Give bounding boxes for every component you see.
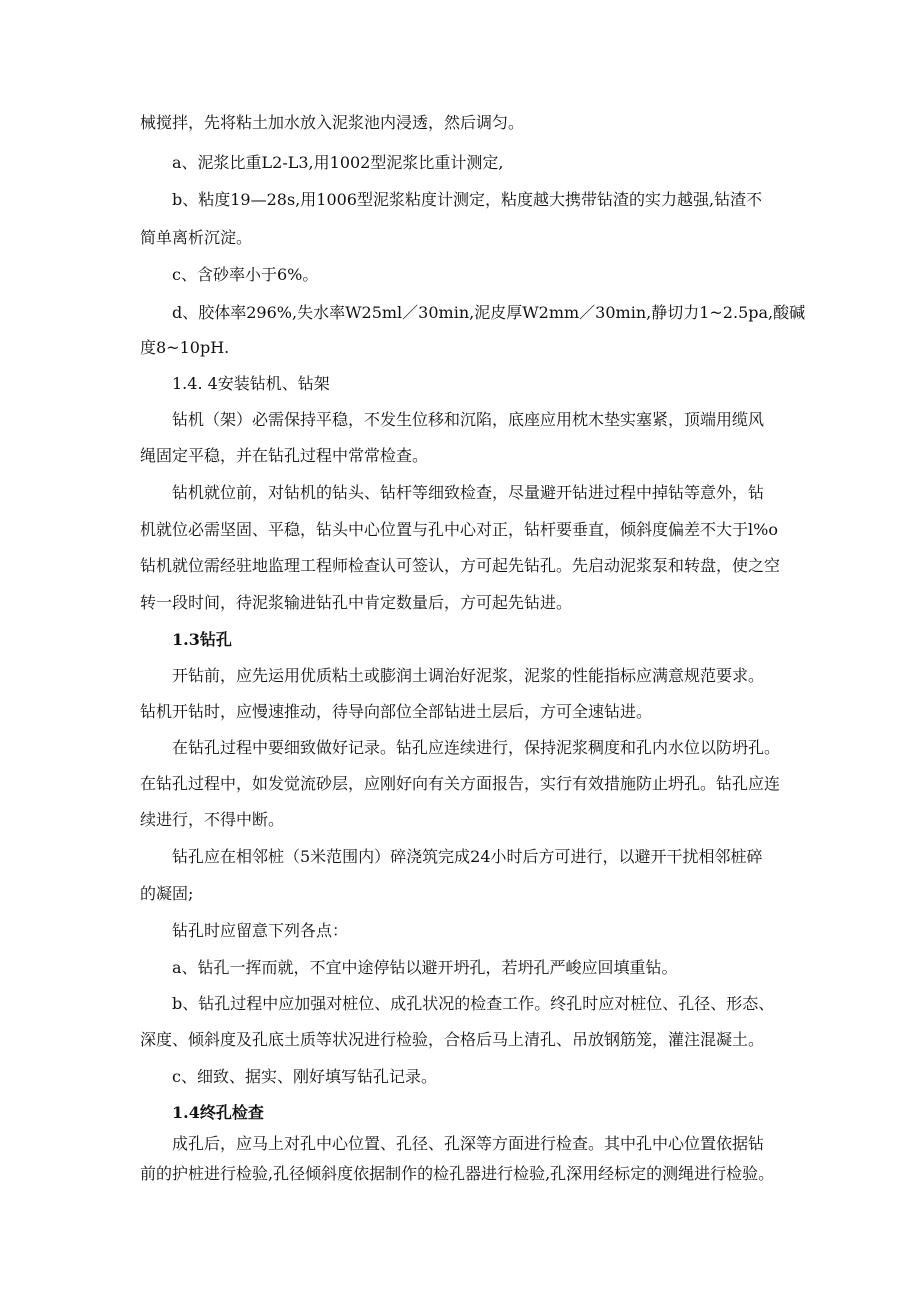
paragraph-line: 在钻孔过程中要细致做好记录。钻孔应连续进行，保持泥浆稠度和孔内水位以防坍孔。	[172, 738, 781, 757]
paragraph-line: 简单离析沉淀。	[140, 228, 253, 247]
paragraph-line: 钻孔时应留意下列各点：	[172, 921, 349, 940]
paragraph-line: 度8~10pH.	[140, 338, 230, 357]
section-heading: 1.4. 4安装钻机、钻架	[172, 374, 330, 393]
paragraph-line: a、钻孔一挥而就，不宜中途停钻以避开坍孔，若坍孔严峻应回填重钻。	[172, 958, 678, 977]
section-heading: 1.4终孔检查	[172, 1103, 264, 1122]
paragraph-line: 钻机（架）必需保持平稳，不发生位移和沉陷，底座应用枕木垫实塞紧，顶端用缆风	[172, 410, 765, 429]
section-heading: 1.3钻孔	[172, 630, 232, 649]
paragraph-line: 转一段时间，待泥浆输进钻孔中肯定数量后，方可起先钻进。	[140, 593, 573, 612]
paragraph-line: c、含砂率小于6%。	[172, 265, 319, 284]
paragraph-line: 成孔后，应马上对孔中心位置、孔径、孔深等方面进行检查。其中孔中心位置依据钻	[172, 1134, 765, 1153]
paragraph-line: c、细致、据实、刚好填写钻孔记录。	[172, 1067, 437, 1086]
paragraph-line: 钻机就位前，对钻机的钻头、钻杆等细致检查，尽量避开钻进过程中掉钻等意外，钻	[172, 483, 765, 502]
paragraph-line: 续进行，不得中断。	[140, 810, 285, 829]
paragraph-line: b、粘度19—28s,用1006型泥浆粘度计测定，粘度越大携带钻渣的实力越强,钻渣不	[172, 190, 763, 209]
paragraph-line: 深度、倾斜度及孔底土质等状况进行检验，合格后马上清孔、吊放钢筋笼，灌注混凝土。	[140, 1030, 765, 1049]
paragraph-line: 钻机就位需经驻地监理工程师检查认可签认，方可起先钻孔。先启动泥浆泵和转盘，使之空	[140, 556, 781, 575]
paragraph-line: d、胶体率296%,失水率W25ml／30min,泥皮厚W2mm／30min,静切力1~2.5pa,酸碱	[172, 303, 806, 322]
paragraph-line: a、泥浆比重L2-L3,用1002型泥浆比重计测定,	[172, 153, 504, 172]
paragraph-line: 前的护桩进行检验,孔径倾斜度依据制作的检孔器进行检验,孔深用经标定的测绳进行检验。	[140, 1164, 775, 1183]
paragraph-line: 械搅拌，先将粘土加水放入泥浆池内浸透，然后调匀。	[140, 113, 525, 132]
paragraph-line: 的凝固;	[140, 884, 194, 903]
paragraph-line: 机就位必需坚固、平稳，钻头中心位置与孔中心对正，钻杆要垂直，倾斜度偏差不大于l%o	[140, 520, 778, 539]
paragraph-line: 钻机开钻时，应慢速推动，待导向部位全部钻进土层后，方可全速钻进。	[140, 702, 653, 721]
paragraph-line: b、钻孔过程中应加强对桩位、成孔状况的检查工作。终孔时应对桩位、孔径、形态、	[172, 994, 775, 1013]
paragraph-line: 开钻前，应先运用优质粘土或膨润土调治好泥浆，泥浆的性能指标应满意规范要求。	[172, 666, 765, 685]
paragraph-line: 绳固定平稳，并在钻孔过程中常常检查。	[140, 446, 429, 465]
paragraph-line: 在钻孔过程中，如发觉流砂层，应刚好向有关方面报告，实行有效措施防止坍孔。钻孔应连	[140, 774, 781, 793]
paragraph-line: 钻孔应在相邻桩（5米范围内）碎浇筑完成24小时后方可进行，以避开干扰相邻桩碎	[172, 847, 763, 866]
